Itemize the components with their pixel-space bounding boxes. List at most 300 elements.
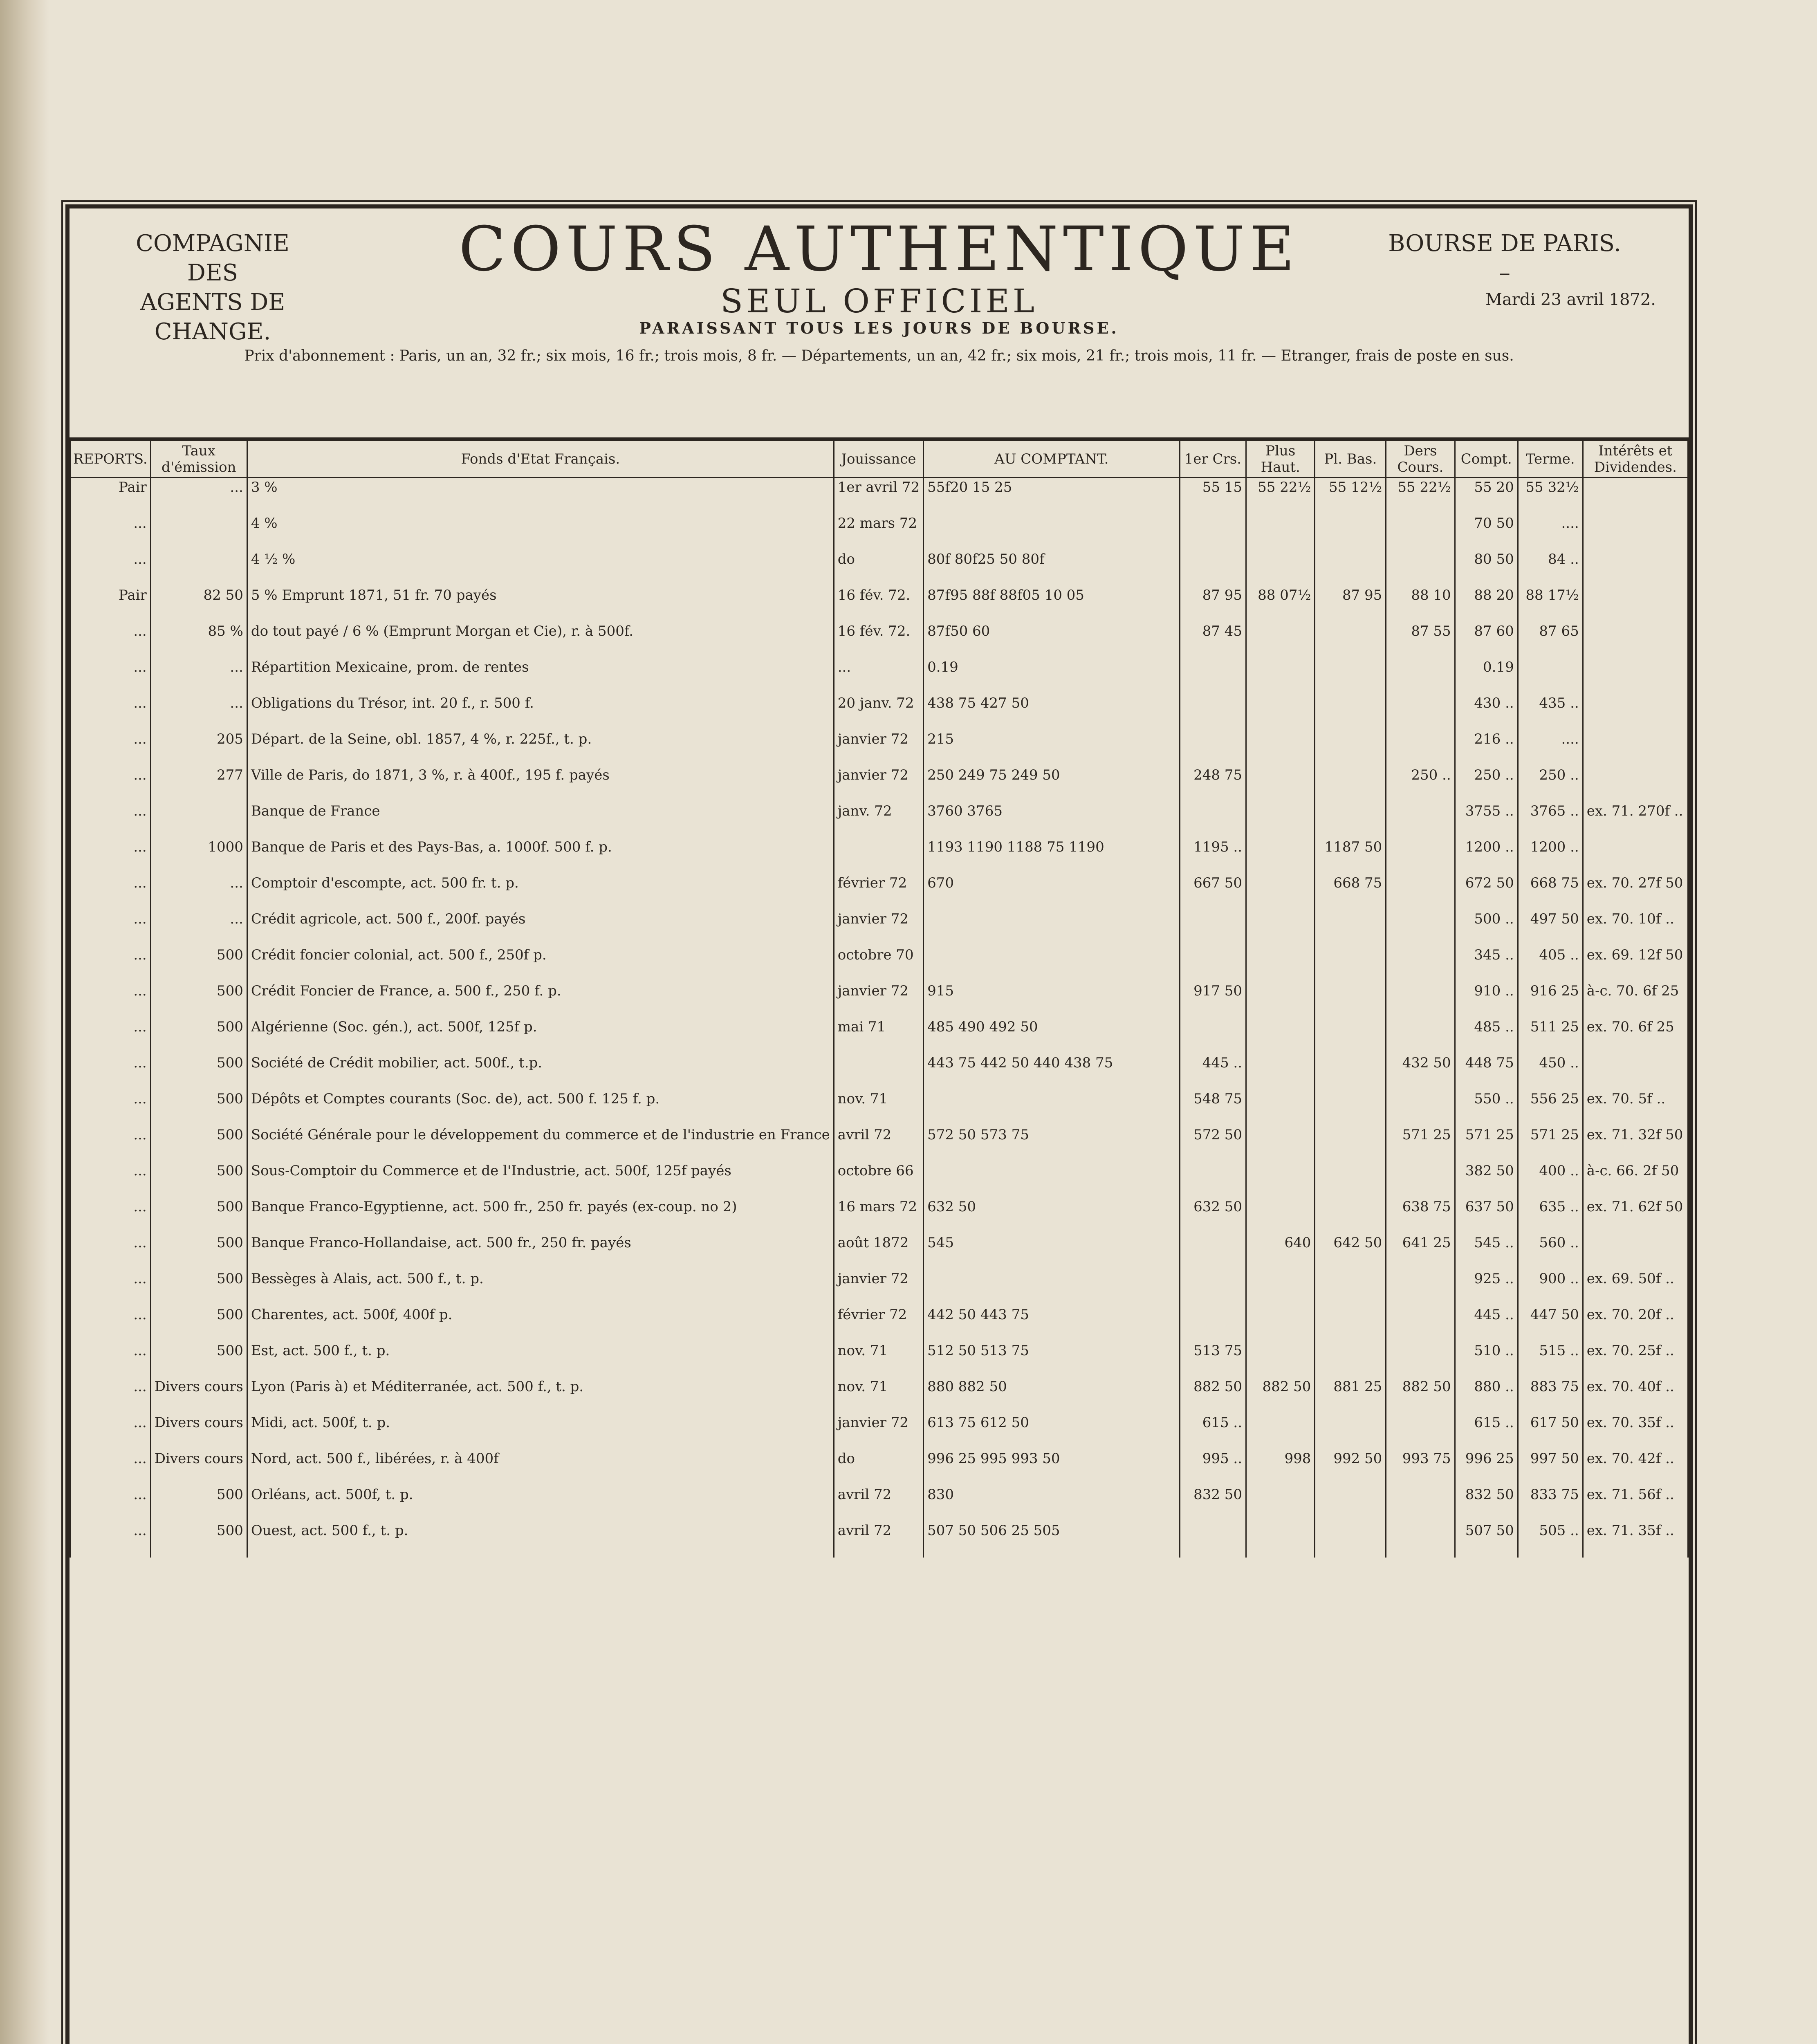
cell-plus-haut bbox=[1246, 658, 1315, 694]
cell-plus-haut bbox=[1246, 910, 1315, 946]
cell-pl-bas bbox=[1315, 1018, 1386, 1054]
cell-terme: 560 .. bbox=[1518, 1234, 1583, 1270]
cell-taux: 500 bbox=[150, 1018, 247, 1054]
cell-comptant: 880 882 50 bbox=[924, 1378, 1180, 1414]
col-au-comptant: AU COMPTANT. bbox=[924, 441, 1180, 478]
cell-jouissance: janvier 72 bbox=[834, 730, 923, 766]
cell-terme: 250 .. bbox=[1518, 766, 1583, 802]
cell-reports: ... bbox=[70, 982, 151, 1018]
cell-a-terme: 917 50 bbox=[1180, 982, 1246, 1018]
cell-taux: 500 bbox=[150, 1486, 247, 1522]
cell-compt: 550 .. bbox=[1455, 1090, 1518, 1126]
cell-comptant: 545 bbox=[924, 1234, 1180, 1270]
cell-comptant: 3760 3765 bbox=[924, 802, 1180, 838]
cell-comptant bbox=[924, 1162, 1180, 1198]
cell-dernier bbox=[1386, 1486, 1455, 1522]
cell-compt: 672 50 bbox=[1455, 874, 1518, 910]
cell-pl-bas bbox=[1315, 982, 1386, 1018]
table-header-row bbox=[70, 441, 1688, 478]
cell-a-terme: 832 50 bbox=[1180, 1486, 1246, 1522]
cell-pl-bas: 642 50 bbox=[1315, 1234, 1386, 1270]
cell-dernier: 638 75 bbox=[1386, 1198, 1455, 1234]
table-row bbox=[70, 622, 1688, 658]
cell-div: à-c. 70. 6f 25 bbox=[1583, 982, 1688, 1018]
cell-reports: ... bbox=[70, 1018, 151, 1054]
col-compt: Compt. bbox=[1455, 441, 1518, 478]
cell-pl-bas bbox=[1315, 514, 1386, 550]
cell-reports: ... bbox=[70, 946, 151, 982]
cell-reports: ... bbox=[70, 730, 151, 766]
cell-terme: 997 50 bbox=[1518, 1450, 1583, 1486]
col-premier: 1er Crs. bbox=[1180, 441, 1246, 478]
cell-jouissance: 16 mars 72 bbox=[834, 1198, 923, 1234]
cell-jouissance: janvier 72 bbox=[834, 1414, 923, 1450]
cell-pl-bas bbox=[1315, 910, 1386, 946]
table-row bbox=[70, 802, 1688, 838]
table-row bbox=[70, 766, 1688, 802]
cell-pl-bas bbox=[1315, 802, 1386, 838]
cell-plus-haut bbox=[1246, 730, 1315, 766]
cell-taux: 500 bbox=[150, 1270, 247, 1306]
table-row bbox=[70, 982, 1688, 1018]
cell-comptant: 87f50 60 bbox=[924, 622, 1180, 658]
cell-taux: ... bbox=[150, 694, 247, 730]
cell-name: Orléans, act. 500f, t. p. bbox=[247, 1486, 834, 1522]
cell-compt: 832 50 bbox=[1455, 1486, 1518, 1522]
cell-comptant: 87f95 88f 88f05 10 05 bbox=[924, 586, 1180, 622]
cell-pl-bas bbox=[1315, 550, 1386, 586]
cell-pl-bas bbox=[1315, 1054, 1386, 1090]
cell-div bbox=[1583, 658, 1688, 694]
table-row bbox=[70, 730, 1688, 766]
cell-div: ex. 70. 10f .. bbox=[1583, 910, 1688, 946]
cell-pl-bas bbox=[1315, 1486, 1386, 1522]
cell-name: 5 % Emprunt 1871, 51 fr. 70 payés bbox=[247, 586, 834, 622]
cell-jouissance: 16 fév. 72. bbox=[834, 586, 923, 622]
cell-comptant: 1193 1190 1188 75 1190 bbox=[924, 838, 1180, 874]
cell-div bbox=[1583, 622, 1688, 658]
cell-div bbox=[1583, 586, 1688, 622]
cell-dernier bbox=[1386, 1018, 1455, 1054]
cell-terme: .... bbox=[1518, 730, 1583, 766]
cell-comptant: 215 bbox=[924, 730, 1180, 766]
cell-compt: 87 60 bbox=[1455, 622, 1518, 658]
cell-a-terme: 548 75 bbox=[1180, 1090, 1246, 1126]
cell-comptant: 55f20 15 25 bbox=[924, 478, 1180, 515]
cell-terme: .... bbox=[1518, 514, 1583, 550]
cell-terme: 497 50 bbox=[1518, 910, 1583, 946]
cell-name: Dépôts et Comptes courants (Soc. de), act. 500 f. 125 f. p. bbox=[247, 1090, 834, 1126]
page-subtitle: SEUL OFFICIEL bbox=[720, 282, 1038, 320]
cell-terme: 511 25 bbox=[1518, 1018, 1583, 1054]
cell-a-terme bbox=[1180, 550, 1246, 586]
cell-compt: 485 .. bbox=[1455, 1018, 1518, 1054]
cell-compt: 345 .. bbox=[1455, 946, 1518, 982]
cell-reports: ... bbox=[70, 1450, 151, 1486]
cell-pl-bas: 1187 50 bbox=[1315, 838, 1386, 874]
cell-compt: 637 50 bbox=[1455, 1198, 1518, 1234]
masthead bbox=[70, 208, 1689, 440]
table-row bbox=[70, 514, 1688, 550]
cell-a-terme: 667 50 bbox=[1180, 874, 1246, 910]
cell-taux: 500 bbox=[150, 1522, 247, 1558]
cell-a-terme bbox=[1180, 910, 1246, 946]
cell-jouissance: nov. 71 bbox=[834, 1090, 923, 1126]
table-row bbox=[70, 1198, 1688, 1234]
cell-dernier bbox=[1386, 514, 1455, 550]
cell-reports: ... bbox=[70, 1486, 151, 1522]
cell-taux: 500 bbox=[150, 1090, 247, 1126]
cell-reports: ... bbox=[70, 1126, 151, 1162]
cell-plus-haut bbox=[1246, 1306, 1315, 1342]
cell-div: ex. 71. 62f 50 bbox=[1583, 1198, 1688, 1234]
cell-pl-bas bbox=[1315, 1414, 1386, 1450]
cell-taux bbox=[150, 550, 247, 586]
cell-jouissance: nov. 71 bbox=[834, 1378, 923, 1414]
cell-comptant: 443 75 442 50 440 438 75 bbox=[924, 1054, 1180, 1090]
cell-name: Départ. de la Seine, obl. 1857, 4 %, r. 225f., t. p. bbox=[247, 730, 834, 766]
cell-dernier bbox=[1386, 1414, 1455, 1450]
table-row bbox=[70, 550, 1688, 586]
cell-div: ex. 70. 20f .. bbox=[1583, 1306, 1688, 1342]
cell-name: Sous-Comptoir du Commerce et de l'Industrie, act. 500f, 125f payés bbox=[247, 1162, 834, 1198]
cell-taux: 500 bbox=[150, 946, 247, 982]
table-row bbox=[70, 1234, 1688, 1270]
table-row bbox=[70, 1054, 1688, 1090]
cell-reports: ... bbox=[70, 1270, 151, 1306]
cell-div bbox=[1583, 550, 1688, 586]
cell-compt: 615 .. bbox=[1455, 1414, 1518, 1450]
cell-pl-bas bbox=[1315, 1270, 1386, 1306]
col-jouissance: Jouissance bbox=[834, 441, 923, 478]
cell-terme: 3765 .. bbox=[1518, 802, 1583, 838]
cell-name: Crédit agricole, act. 500 f., 200f. payés bbox=[247, 910, 834, 946]
cell-terme: 571 25 bbox=[1518, 1126, 1583, 1162]
cell-dernier bbox=[1386, 1270, 1455, 1306]
col-reports: REPORTS. bbox=[70, 441, 151, 478]
table-row bbox=[70, 1486, 1688, 1522]
table-row bbox=[70, 1270, 1688, 1306]
cell-a-terme bbox=[1180, 1306, 1246, 1342]
cell-dernier bbox=[1386, 1306, 1455, 1342]
cell-div bbox=[1583, 694, 1688, 730]
cell-reports: ... bbox=[70, 766, 151, 802]
cell-jouissance: do bbox=[834, 1450, 923, 1486]
cell-pl-bas bbox=[1315, 730, 1386, 766]
cell-compt: 430 .. bbox=[1455, 694, 1518, 730]
cell-name: Répartition Mexicaine, prom. de rentes bbox=[247, 658, 834, 694]
cell-compt: 88 20 bbox=[1455, 586, 1518, 622]
cell-pl-bas: 87 95 bbox=[1315, 586, 1386, 622]
cell-compt: 0.19 bbox=[1455, 658, 1518, 694]
cell-name: 4 ½ % bbox=[247, 550, 834, 586]
table-row bbox=[70, 838, 1688, 874]
cell-jouissance: janv. 72 bbox=[834, 802, 923, 838]
cell-reports: ... bbox=[70, 1090, 151, 1126]
cell-plus-haut bbox=[1246, 874, 1315, 910]
cell-taux: 1000 bbox=[150, 838, 247, 874]
col-plus-haut: Plus Haut. bbox=[1246, 441, 1315, 478]
col-fonds: Fonds d'Etat Français. bbox=[247, 441, 834, 478]
cell-taux: Divers cours bbox=[150, 1378, 247, 1414]
cell-compt: 510 .. bbox=[1455, 1342, 1518, 1378]
cell-plus-haut: 88 07½ bbox=[1246, 586, 1315, 622]
cell-compt: 545 .. bbox=[1455, 1234, 1518, 1270]
issue-date: Mardi 23 avril 1872. bbox=[1485, 290, 1656, 309]
cell-name: Société Générale pour le développement du commerce et de l'industrie en France bbox=[247, 1126, 834, 1162]
cell-terme: 1200 .. bbox=[1518, 838, 1583, 874]
cell-comptant: 830 bbox=[924, 1486, 1180, 1522]
cell-reports: ... bbox=[70, 874, 151, 910]
cell-comptant: 915 bbox=[924, 982, 1180, 1018]
table-row bbox=[70, 1306, 1688, 1342]
cell-name: 4 % bbox=[247, 514, 834, 550]
cell-pl-bas: 55 12½ bbox=[1315, 478, 1386, 515]
cell-jouissance: mai 71 bbox=[834, 1018, 923, 1054]
cell-dernier: 55 22½ bbox=[1386, 478, 1455, 515]
cell-a-terme: 995 .. bbox=[1180, 1450, 1246, 1486]
cell-dernier bbox=[1386, 910, 1455, 946]
cell-terme: 447 50 bbox=[1518, 1306, 1583, 1342]
cell-terme: 87 65 bbox=[1518, 622, 1583, 658]
cell-div: ex. 70. 35f .. bbox=[1583, 1414, 1688, 1450]
cell-jouissance: octobre 66 bbox=[834, 1162, 923, 1198]
cell-compt: 925 .. bbox=[1455, 1270, 1518, 1306]
cell-name: Algérienne (Soc. gén.), act. 500f, 125f p. bbox=[247, 1018, 834, 1054]
cell-div: ex. 70. 25f .. bbox=[1583, 1342, 1688, 1378]
cell-pl-bas bbox=[1315, 1342, 1386, 1378]
cell-terme: 900 .. bbox=[1518, 1270, 1583, 1306]
cell-comptant: 632 50 bbox=[924, 1198, 1180, 1234]
cell-comptant bbox=[924, 910, 1180, 946]
cell-comptant bbox=[924, 946, 1180, 982]
cell-comptant: 80f 80f25 50 80f bbox=[924, 550, 1180, 586]
cell-taux: 500 bbox=[150, 1234, 247, 1270]
cell-dernier bbox=[1386, 694, 1455, 730]
col-dernier: Ders Cours. bbox=[1386, 441, 1455, 478]
cell-comptant: 442 50 443 75 bbox=[924, 1306, 1180, 1342]
cell-jouissance: 20 janv. 72 bbox=[834, 694, 923, 730]
cell-pl-bas bbox=[1315, 1522, 1386, 1558]
cell-compt: 216 .. bbox=[1455, 730, 1518, 766]
page-title: COURS AUTHENTIQUE bbox=[458, 214, 1300, 285]
cell-div: ex. 70. 42f .. bbox=[1583, 1450, 1688, 1486]
cell-compt: 910 .. bbox=[1455, 982, 1518, 1018]
table-row bbox=[70, 658, 1688, 694]
page-binding bbox=[0, 0, 49, 2044]
table-row bbox=[70, 1018, 1688, 1054]
cell-plus-haut bbox=[1246, 1486, 1315, 1522]
cell-div bbox=[1583, 1234, 1688, 1270]
cell-name: 3 % bbox=[247, 478, 834, 515]
cell-reports: Pair bbox=[70, 586, 151, 622]
cell-comptant: 485 490 492 50 bbox=[924, 1018, 1180, 1054]
cell-name: Bessèges à Alais, act. 500 f., t. p. bbox=[247, 1270, 834, 1306]
cell-comptant: 572 50 573 75 bbox=[924, 1126, 1180, 1162]
cell-reports: ... bbox=[70, 1054, 151, 1090]
cell-a-terme bbox=[1180, 946, 1246, 982]
table-row bbox=[70, 1450, 1688, 1486]
cell-terme: 556 25 bbox=[1518, 1090, 1583, 1126]
cell-pl-bas bbox=[1315, 622, 1386, 658]
cell-taux: ... bbox=[150, 874, 247, 910]
cell-dernier bbox=[1386, 1522, 1455, 1558]
cell-plus-haut bbox=[1246, 514, 1315, 550]
cell-jouissance: janvier 72 bbox=[834, 910, 923, 946]
cell-dernier: 432 50 bbox=[1386, 1054, 1455, 1090]
cell-jouissance: 1er avril 72 bbox=[834, 478, 923, 515]
cell-reports: ... bbox=[70, 838, 151, 874]
cell-reports: ... bbox=[70, 622, 151, 658]
cell-pl-bas bbox=[1315, 1126, 1386, 1162]
cell-a-terme: 87 45 bbox=[1180, 622, 1246, 658]
cell-taux: 500 bbox=[150, 1342, 247, 1378]
cell-name: Nord, act. 500 f., libérées, r. à 400f bbox=[247, 1450, 834, 1486]
cell-name: do tout payé / 6 % (Emprunt Morgan et Cie), r. à 500f. bbox=[247, 622, 834, 658]
cell-dernier bbox=[1386, 1090, 1455, 1126]
cell-div bbox=[1583, 1054, 1688, 1090]
cell-div: ex. 71. 56f .. bbox=[1583, 1486, 1688, 1522]
table-row bbox=[70, 1522, 1688, 1558]
cell-div: ex. 70. 6f 25 bbox=[1583, 1018, 1688, 1054]
cell-compt: 880 .. bbox=[1455, 1378, 1518, 1414]
cell-div: ex. 71. 35f .. bbox=[1583, 1522, 1688, 1558]
cell-reports: ... bbox=[70, 1342, 151, 1378]
cell-dernier bbox=[1386, 982, 1455, 1018]
cell-a-terme: 615 .. bbox=[1180, 1414, 1246, 1450]
cell-plus-haut bbox=[1246, 946, 1315, 982]
cell-reports: ... bbox=[70, 658, 151, 694]
table-row bbox=[70, 478, 1688, 515]
cell-a-terme bbox=[1180, 1234, 1246, 1270]
cell-name: Crédit Foncier de France, a. 500 f., 250 f. p. bbox=[247, 982, 834, 1018]
cell-plus-haut: 882 50 bbox=[1246, 1378, 1315, 1414]
cell-taux bbox=[150, 802, 247, 838]
cell-comptant: 507 50 506 25 505 bbox=[924, 1522, 1180, 1558]
cell-comptant: 512 50 513 75 bbox=[924, 1342, 1180, 1378]
cell-pl-bas bbox=[1315, 658, 1386, 694]
cell-dernier: 993 75 bbox=[1386, 1450, 1455, 1486]
cell-pl-bas bbox=[1315, 1162, 1386, 1198]
cell-taux: ... bbox=[150, 658, 247, 694]
table-row bbox=[70, 586, 1688, 622]
cell-reports: ... bbox=[70, 1162, 151, 1198]
cell-terme: 916 25 bbox=[1518, 982, 1583, 1018]
cell-a-terme bbox=[1180, 658, 1246, 694]
cell-div bbox=[1583, 838, 1688, 874]
table-row bbox=[70, 1378, 1688, 1414]
cell-taux: 82 50 bbox=[150, 586, 247, 622]
table-row bbox=[70, 1090, 1688, 1126]
gazette-page bbox=[65, 204, 1693, 2044]
cell-div: ex. 70. 5f .. bbox=[1583, 1090, 1688, 1126]
subscription-line: Prix d'abonnement : Paris, un an, 32 fr.; six mois, 16 fr.; trois mois, 8 fr. — Départements, un an, 42 fr.; six mois, 21 fr.; trois mois, 11 fr. — Etranger, frais de poste en sus. bbox=[244, 347, 1514, 364]
cell-taux: 500 bbox=[150, 1162, 247, 1198]
cell-terme: 435 .. bbox=[1518, 694, 1583, 730]
cell-pl-bas bbox=[1315, 946, 1386, 982]
company-line-1: COMPAGNIE bbox=[136, 230, 289, 257]
cell-jouissance: février 72 bbox=[834, 874, 923, 910]
table-row bbox=[70, 1126, 1688, 1162]
cell-plus-haut bbox=[1246, 1018, 1315, 1054]
cell-plus-haut bbox=[1246, 1162, 1315, 1198]
cell-terme: 883 75 bbox=[1518, 1378, 1583, 1414]
cell-compt: 80 50 bbox=[1455, 550, 1518, 586]
cell-terme: 515 .. bbox=[1518, 1342, 1583, 1378]
cell-taux: ... bbox=[150, 478, 247, 515]
cell-compt: 1200 .. bbox=[1455, 838, 1518, 874]
cell-reports: ... bbox=[70, 1234, 151, 1270]
table-row bbox=[70, 1414, 1688, 1450]
cell-pl-bas bbox=[1315, 1198, 1386, 1234]
cell-pl-bas: 992 50 bbox=[1315, 1450, 1386, 1486]
cell-terme: 617 50 bbox=[1518, 1414, 1583, 1450]
cell-comptant: 0.19 bbox=[924, 658, 1180, 694]
cell-jouissance: février 72 bbox=[834, 1306, 923, 1342]
table-row bbox=[70, 910, 1688, 946]
cell-terme: 635 .. bbox=[1518, 1198, 1583, 1234]
cell-a-terme: 1195 .. bbox=[1180, 838, 1246, 874]
cell-plus-haut bbox=[1246, 1342, 1315, 1378]
cell-dernier bbox=[1386, 658, 1455, 694]
cell-a-terme bbox=[1180, 1162, 1246, 1198]
table-row bbox=[70, 1342, 1688, 1378]
cell-comptant: 613 75 612 50 bbox=[924, 1414, 1180, 1450]
cell-plus-haut bbox=[1246, 1198, 1315, 1234]
cell-reports: ... bbox=[70, 1198, 151, 1234]
cell-terme: 84 .. bbox=[1518, 550, 1583, 586]
cell-name: Banque de France bbox=[247, 802, 834, 838]
cell-reports: ... bbox=[70, 1414, 151, 1450]
cell-a-terme: 87 95 bbox=[1180, 586, 1246, 622]
cell-terme: 88 17½ bbox=[1518, 586, 1583, 622]
cell-plus-haut bbox=[1246, 766, 1315, 802]
col-pl-bas: Pl. Bas. bbox=[1315, 441, 1386, 478]
cell-plus-haut: 55 22½ bbox=[1246, 478, 1315, 515]
cell-plus-haut bbox=[1246, 694, 1315, 730]
cell-a-terme bbox=[1180, 694, 1246, 730]
quote-rows bbox=[70, 478, 1688, 1558]
cell-compt: 500 .. bbox=[1455, 910, 1518, 946]
cell-taux: 500 bbox=[150, 982, 247, 1018]
cell-compt: 70 50 bbox=[1455, 514, 1518, 550]
cell-plus-haut bbox=[1246, 1090, 1315, 1126]
table-row bbox=[70, 694, 1688, 730]
cell-a-terme: 572 50 bbox=[1180, 1126, 1246, 1162]
cell-taux: Divers cours bbox=[150, 1414, 247, 1450]
cell-taux: 500 bbox=[150, 1306, 247, 1342]
cell-taux: 85 % bbox=[150, 622, 247, 658]
cell-div: ex. 70. 27f 50 bbox=[1583, 874, 1688, 910]
cell-plus-haut bbox=[1246, 1522, 1315, 1558]
cell-jouissance: do bbox=[834, 550, 923, 586]
cell-terme: 405 .. bbox=[1518, 946, 1583, 982]
cell-jouissance: août 1872 bbox=[834, 1234, 923, 1270]
cell-plus-haut bbox=[1246, 838, 1315, 874]
cell-dernier: 87 55 bbox=[1386, 622, 1455, 658]
cell-name: Obligations du Trésor, int. 20 f., r. 500 f. bbox=[247, 694, 834, 730]
cell-terme bbox=[1518, 658, 1583, 694]
cell-plus-haut bbox=[1246, 1414, 1315, 1450]
cell-comptant: 996 25 995 993 50 bbox=[924, 1450, 1180, 1486]
quote-table bbox=[70, 440, 1689, 1558]
cell-plus-haut bbox=[1246, 1054, 1315, 1090]
cell-pl-bas bbox=[1315, 1306, 1386, 1342]
cell-reports: ... bbox=[70, 1306, 151, 1342]
cell-compt: 445 .. bbox=[1455, 1306, 1518, 1342]
cell-jouissance: avril 72 bbox=[834, 1126, 923, 1162]
cell-plus-haut: 998 bbox=[1246, 1450, 1315, 1486]
